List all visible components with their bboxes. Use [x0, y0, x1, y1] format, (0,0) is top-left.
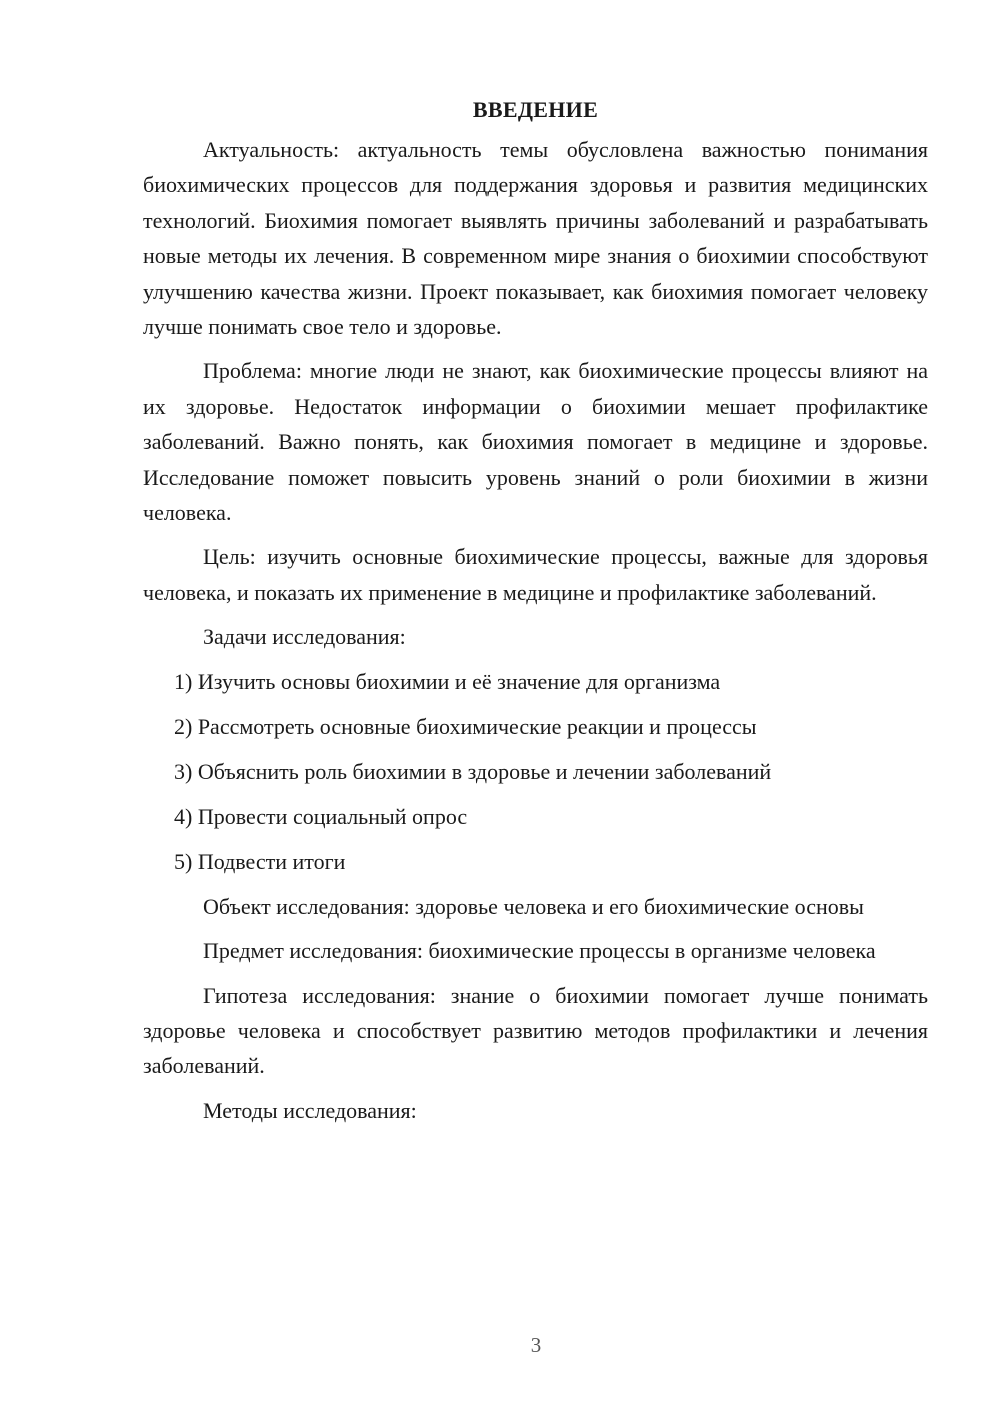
tasks-list [143, 664, 928, 879]
paragraph-object: Объект исследования: здоровье человека и его биохимические основы [203, 893, 864, 919]
document-page [143, 92, 928, 1137]
task-item-3: 3) Объяснить роль биохимии в здоровье и лечении заболеваний [174, 758, 772, 784]
section-title: ВВЕДЕНИЕ [472, 97, 599, 122]
page-number: 3 [530, 1333, 542, 1357]
paragraph-hypothesis: Гипотеза исследования: знание о биохимии помогает лучше понимать здоровье человека и способствует развитию методов профилактики и лечения заболеваний. [143, 982, 928, 1079]
paragraph-goal: Цель: изучить основные биохимические процессы, важные для здоровья человека, и показать их применение в медицине и профилактике заболеваний. [143, 544, 928, 605]
task-item-5: 5) Подвести итоги [174, 848, 346, 874]
task-item-1: 1) Изучить основы биохимии и её значение для организма [174, 668, 721, 694]
tasks-heading: Задачи исследования: [203, 624, 406, 650]
task-item-4: 4) Провести социальный опрос [174, 803, 468, 829]
methods-heading: Методы исследования: [203, 1097, 417, 1123]
paragraph-subject: Предмет исследования: биохимические процессы в организме человека [203, 938, 876, 964]
paragraph-relevance: Актуальность: актуальность темы обусловлена важностью понимания биохимических процессов для поддержания здоровья и развития медицинских технологий. Биохимия помогает выявлять причины заболеваний и разрабатывать новые методы их лечения. В современном мире знания о биохимии способствуют улучшению качества жизни. Проект показывает, как биохимия помогает человеку лучше понимать свое тело и здоровье. [143, 137, 928, 340]
task-item-2: 2) Рассмотреть основные биохимические реакции и процессы [174, 713, 757, 739]
paragraph-problem: Проблема: многие люди не знают, как биохимические процессы влияют на их здоровье. Недостаток информации о биохимии мешает профилактике заболеваний. Важно понять, как биохимия помогает в медицине и здоровье. Исследование поможет повысить уровень знаний о роли биохимии в жизни человека. [143, 358, 928, 526]
